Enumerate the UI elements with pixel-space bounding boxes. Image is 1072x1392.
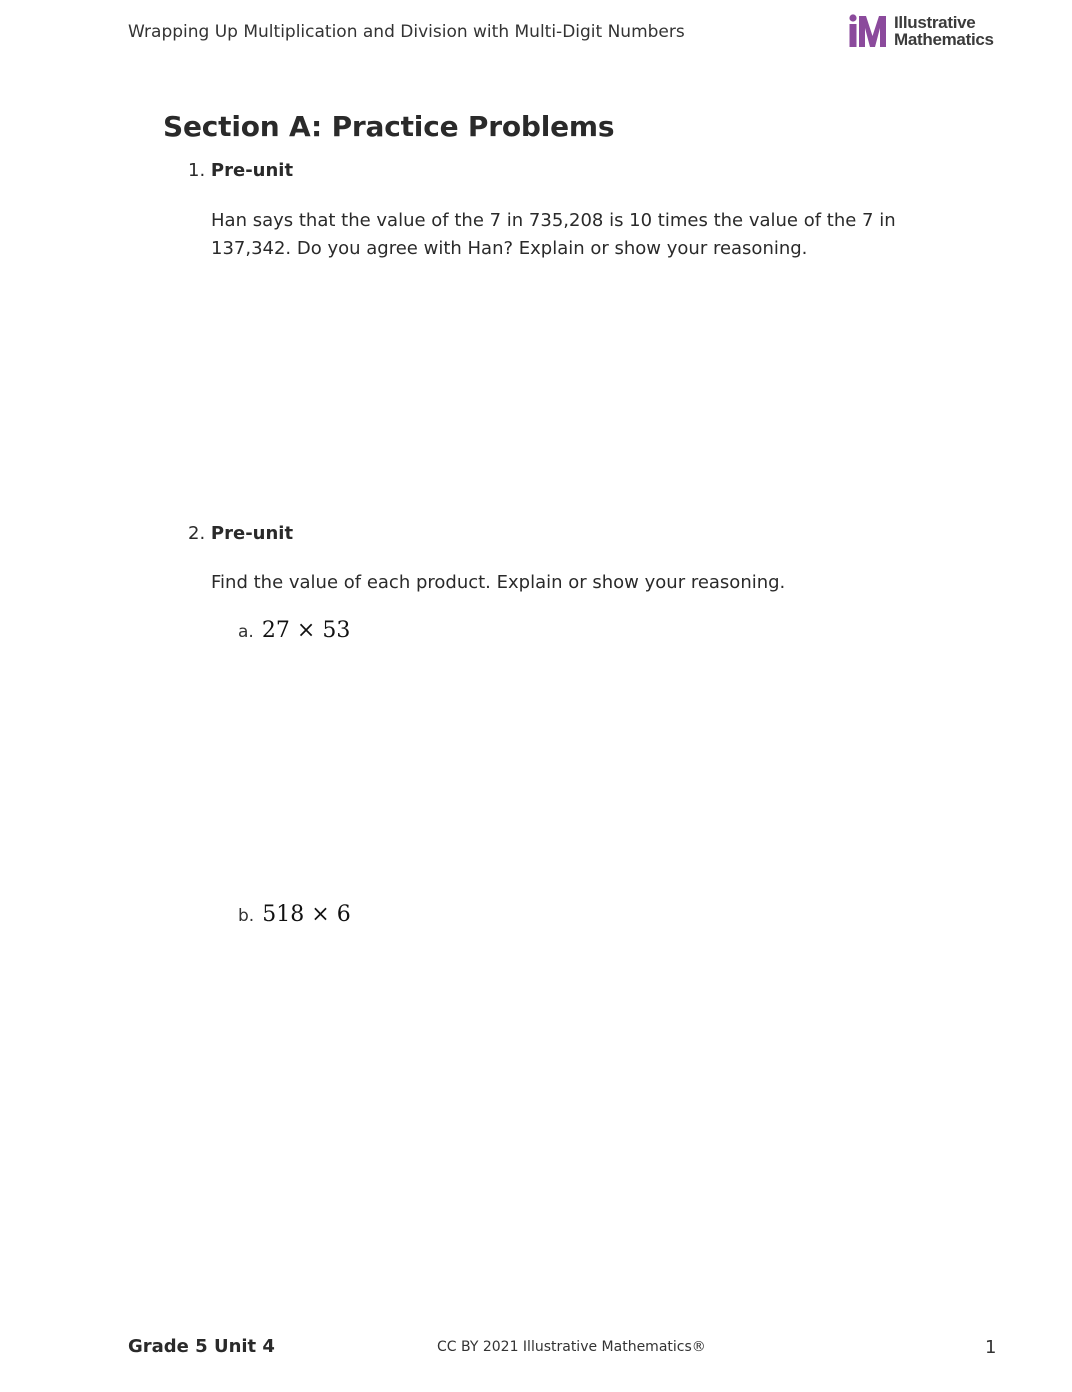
problem-1-text: Han says that the value of the 7 in 735,208 is 10 times the value of the 7 in 137,342. Do you agree with Han? Explain or show your reasoning. — [211, 210, 896, 259]
problem-1-label — [188, 160, 293, 181]
logo-line-2: Mathematics — [894, 30, 994, 49]
part-a-letter: a. — [238, 622, 254, 642]
problem-2-text: Find the value of each product. Explain or show your reasoning. — [211, 572, 786, 593]
footer-grade-unit: Grade 5 Unit 4 — [128, 1336, 275, 1357]
problem-2-tag: Pre-unit — [210, 523, 294, 544]
part-b-letter: b. — [238, 906, 255, 926]
section-title: Section A: Practice Problems — [163, 110, 615, 143]
document-header-title: Wrapping Up Multiplication and Division with Multi-Digit Numbers — [128, 22, 685, 42]
problem-2-label — [188, 523, 293, 544]
logo-wordmark — [894, 14, 994, 48]
footer-page-number: 1 — [985, 1337, 997, 1358]
footer-copyright: CC BY 2021 Illustrative Mathematics® — [437, 1339, 706, 1355]
problem-2-part-b — [238, 902, 351, 927]
logo-line-1: Illustrative — [894, 13, 976, 32]
problem-2-number: 2. — [188, 523, 206, 544]
illustrative-mathematics-logo — [848, 14, 994, 48]
part-a-expression: 27 × 53 — [261, 618, 351, 643]
problem-1-tag: Pre-unit — [210, 160, 294, 181]
part-b-expression: 518 × 6 — [262, 902, 351, 927]
problem-2-part-a — [238, 618, 350, 643]
problem-1-number: 1. — [188, 160, 206, 181]
im-logo-icon — [848, 14, 888, 48]
